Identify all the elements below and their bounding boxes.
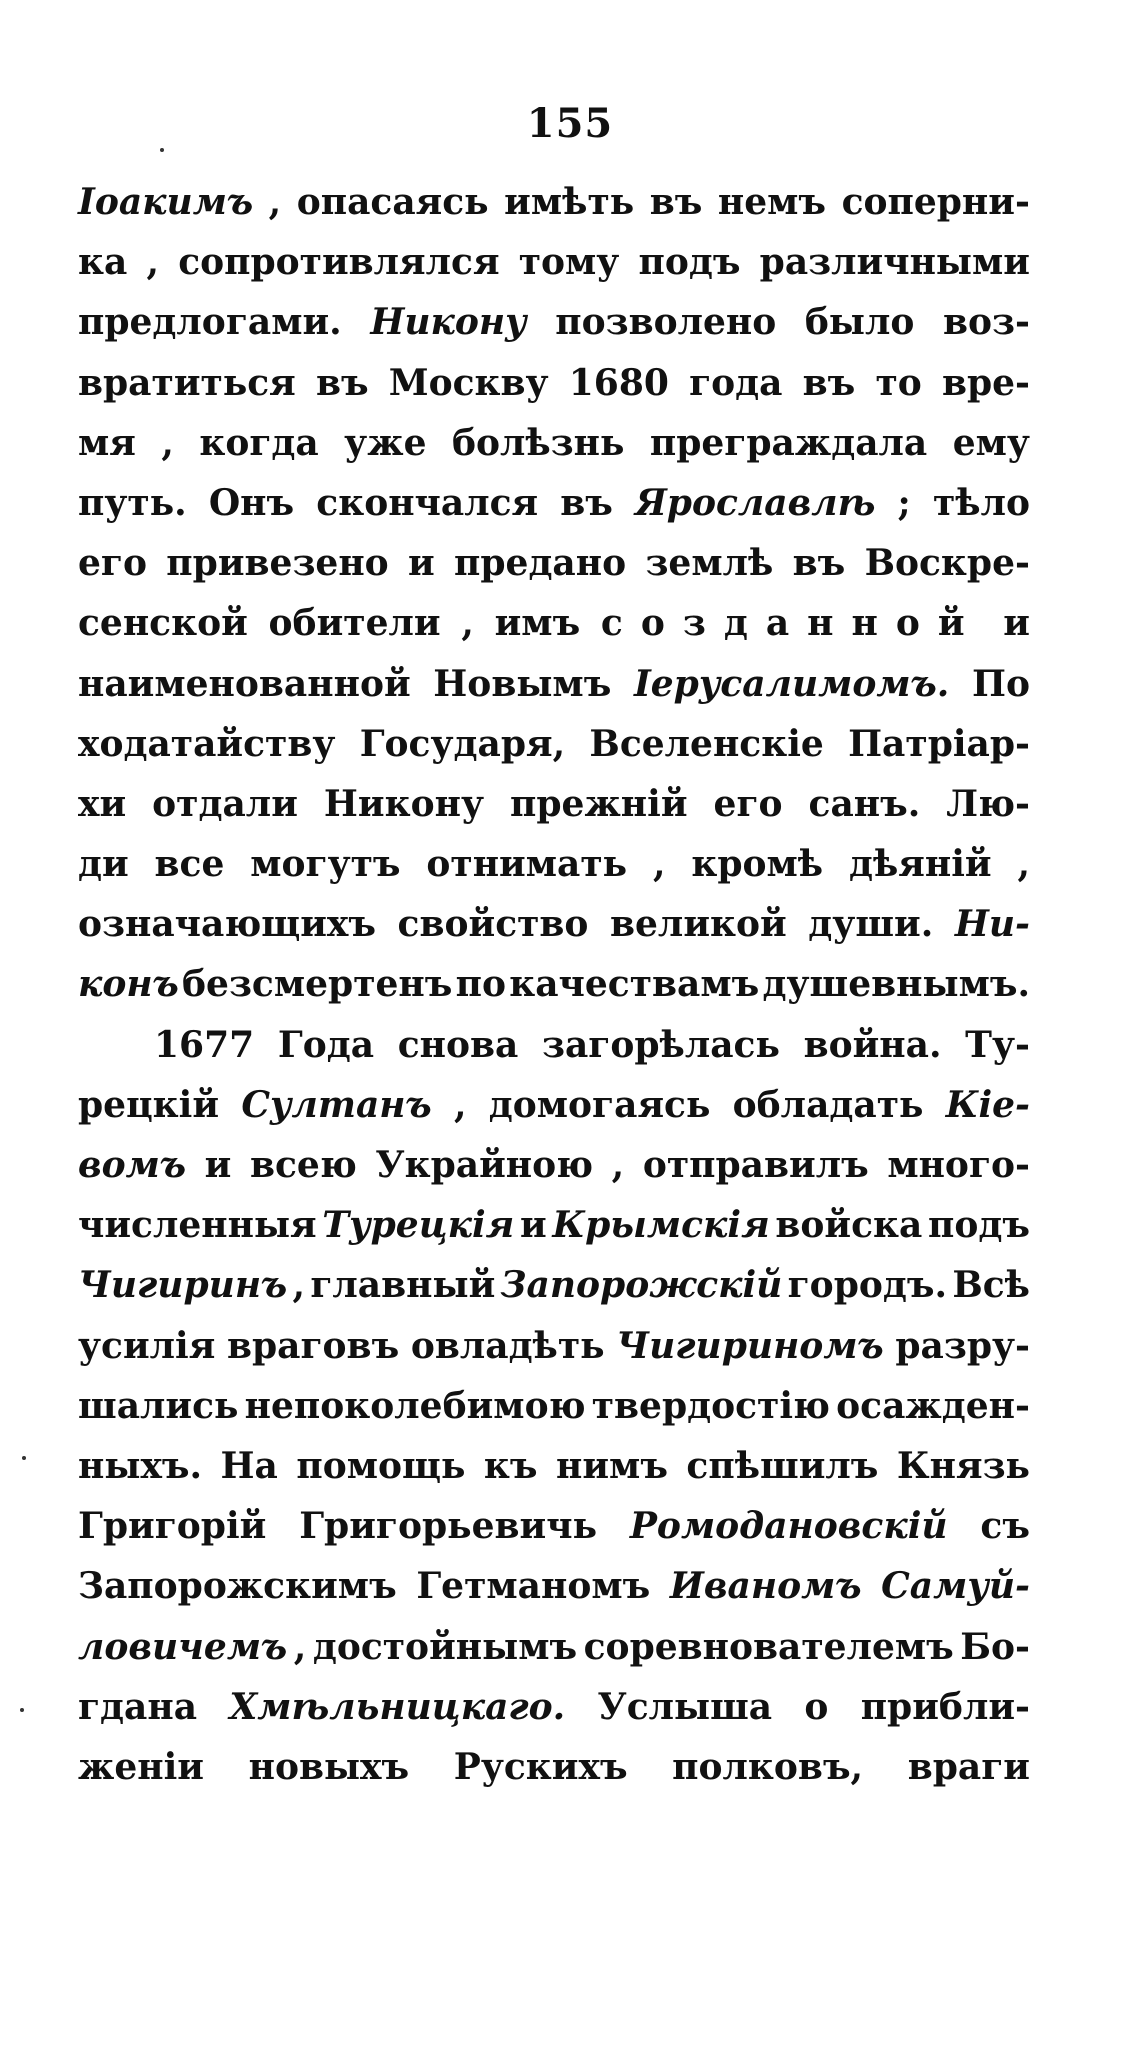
word: прибли- [860,1685,1030,1728]
word: его [78,542,147,585]
word: гдана [78,1685,198,1728]
word: разру- [895,1324,1030,1367]
word: Вселенскіе [589,722,824,765]
word: то [875,361,922,404]
text-line [78,954,1030,1014]
text-line [78,232,1030,292]
word: сенской [78,602,248,645]
word: нимъ [556,1444,668,1487]
word: и [408,542,435,585]
word: могутъ [250,843,401,886]
text-line [78,1015,1030,1075]
word: 1680 [568,361,669,404]
italic-word: Султанъ [241,1083,432,1126]
word: къ [483,1444,538,1487]
word: имѣть [504,181,635,223]
word: санъ. [808,782,921,825]
word: душевнымъ. [762,963,1030,1006]
print-speck [160,148,164,152]
word: въ [560,481,613,524]
italic-word: Турецкія [322,1204,515,1247]
word: и [204,1144,232,1186]
word: , [293,1625,307,1668]
text-line [78,292,1030,352]
word: враговъ [226,1324,400,1367]
word: все [154,843,225,886]
word: Государя, [359,722,566,765]
word: Москву [388,361,549,404]
italic-word: Самуй- [881,1565,1030,1608]
word: когда [199,421,319,464]
word: Онъ [208,481,295,524]
print-speck [22,1456,26,1460]
italic-word: Запорожскій [500,1264,783,1307]
word: обладать [732,1083,924,1126]
word: въ [649,181,703,223]
word: его [713,782,783,825]
italic-word: Чигиринъ [78,1264,288,1307]
text-line [78,1556,1030,1616]
word: , [652,843,666,886]
word: полковъ, [672,1745,864,1788]
text-line [78,172,1030,232]
word: достойнымъ [312,1625,578,1668]
word: великой [610,903,787,946]
text-line [78,774,1030,834]
body-text [78,172,1030,1797]
word: воз- [943,301,1030,344]
text-line [78,1617,1030,1677]
word: отдали [152,782,298,825]
word: ему [952,421,1030,464]
word: Бо- [960,1625,1030,1668]
text-line [78,1195,1030,1255]
word: прежній [510,782,688,825]
text-line [78,1075,1030,1135]
word: и [519,1204,547,1247]
word: войска [775,1204,923,1247]
word: Новымъ [433,662,612,705]
word: 1677 [154,1023,255,1066]
word: , [268,181,282,223]
word: осажден- [836,1384,1030,1427]
word: ка [78,241,128,284]
word: было [804,301,915,344]
word: Гетманомъ [416,1565,651,1608]
word: ди [78,843,129,886]
word: скончался [316,481,539,524]
word: отправилъ [642,1144,869,1186]
word: подъ [928,1204,1030,1247]
italic-word: вомъ [78,1144,187,1186]
word: предано [454,542,627,585]
italic-word: конъ [78,963,179,1006]
word: о [804,1685,829,1728]
italic-word: ловичемъ [78,1625,288,1668]
text-line [78,1135,1030,1195]
word: соревнователемъ [583,1625,954,1668]
word: мя [78,421,136,464]
word: По [971,662,1030,705]
word: привезено [166,542,389,585]
word: Воскре- [864,542,1030,585]
word: безсмертенъ [182,963,453,1006]
page-number: 155 [526,100,614,147]
word: Года [277,1023,375,1066]
word: , [292,1264,306,1307]
word: отнимать [426,843,628,886]
word: болѣзнь [451,421,625,464]
word: враги [907,1745,1030,1788]
word: въ [315,361,369,404]
text-line [78,1496,1030,1556]
word: Лю- [946,782,1030,825]
text-line [78,714,1030,774]
word: женіи [78,1745,204,1788]
word: наименованной [78,662,411,705]
word: , [1017,843,1030,886]
word: и [1003,602,1030,645]
text-line [78,353,1030,413]
word: немъ [717,181,827,223]
word: ходатайству [78,722,336,765]
text-line [78,1376,1030,1436]
italic-word: Крымскія [552,1204,770,1247]
print-speck [20,1708,24,1712]
word: домогаясь [488,1083,711,1126]
italic-word: Иваномъ [669,1565,862,1608]
word: различными [759,241,1030,284]
word: дѣяній [848,843,992,886]
word: всею [249,1144,357,1186]
word: рецкій [78,1083,220,1126]
word: по [455,963,506,1006]
text-line [78,593,1030,653]
word: качествамъ [509,963,760,1006]
word: война. [803,1023,942,1066]
word: снова [397,1023,519,1066]
word: года [689,361,783,404]
italic-word: Іоакимъ [78,181,254,223]
text-line [78,533,1030,593]
word: имъ [494,602,581,645]
word: свойство [397,903,589,946]
italic-word: Никону [370,301,527,344]
word: , [161,421,174,464]
word: Рускихъ [453,1745,628,1788]
text-line [78,1737,1030,1797]
word: загорѣлась [541,1023,780,1066]
word: опасаясь [296,181,489,223]
word: Запорожскимъ [78,1565,397,1608]
word: Украйною [375,1144,594,1186]
word: непоколебимою [244,1384,586,1427]
word: предлогами. [78,301,342,344]
word: Всѣ [952,1264,1030,1307]
text-line [78,834,1030,894]
word: Патріар- [848,722,1030,765]
italic-word: Хмѣльницкаго. [229,1685,566,1728]
word: соперни- [841,181,1030,223]
word: сопротивлялся [178,241,500,284]
word: спѣшилъ [686,1444,879,1487]
word: главный [310,1264,496,1307]
italic-word: Ярославлѣ [635,481,876,524]
word: усилія [78,1324,216,1367]
word: , [453,1083,467,1126]
text-line [78,1255,1030,1315]
word: Григорій [78,1505,267,1548]
word: твердостію [591,1384,830,1427]
word: уже [344,421,427,464]
word: землѣ [645,542,774,585]
text-line [78,413,1030,473]
word: тому [518,241,620,284]
word: созданной [600,602,983,645]
word: шались [78,1384,239,1427]
text-line [78,1316,1030,1376]
italic-word: Кіе- [945,1083,1030,1126]
word: въ [802,361,856,404]
word: помощь [296,1444,466,1487]
word: въ [792,542,846,585]
word: позволено [555,301,777,344]
word: путь. [78,481,187,524]
word: подъ [638,241,741,284]
italic-word: Ни- [954,903,1030,946]
word: Григорьевичь [299,1505,598,1548]
word: души. [808,903,934,946]
italic-word: Іерусалимомъ. [633,662,950,705]
word: Услыша [597,1685,773,1728]
word: обители [268,602,441,645]
italic-word: Ромодановскій [629,1505,948,1548]
word: ; [897,481,911,524]
word: вре- [941,361,1030,404]
word: новыхъ [248,1745,410,1788]
word: численныя [78,1204,317,1247]
word: ныхъ. [78,1444,203,1487]
text-line [78,654,1030,714]
word: , [461,602,474,645]
text-line [78,894,1030,954]
word: много- [887,1144,1030,1186]
word: Князь [896,1444,1030,1487]
italic-word: Чигириномъ [616,1324,884,1367]
word: хи [78,782,127,825]
word: Ту- [965,1023,1030,1066]
word: преграждала [649,421,928,464]
word: съ [980,1505,1030,1548]
word: На [220,1444,278,1487]
word: кромѣ [691,843,824,886]
word: тѣло [932,481,1030,524]
text-line [78,1677,1030,1737]
text-line [78,1436,1030,1496]
text-line [78,473,1030,533]
word: , [611,1144,625,1186]
word: Никону [323,782,485,825]
word: , [146,241,160,284]
word: означающихъ [78,903,376,946]
word: овладѣть [410,1324,605,1367]
word: городъ. [787,1264,948,1307]
word: вратиться [78,361,296,404]
